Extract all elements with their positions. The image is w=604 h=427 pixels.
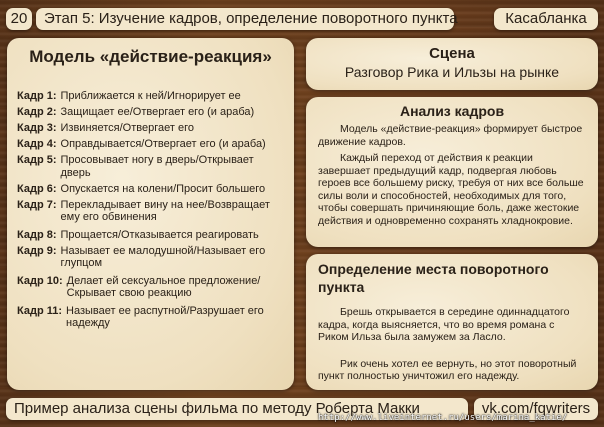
frame-label: Кадр 3:	[17, 122, 57, 134]
frame-row	[17, 183, 284, 196]
scene-card	[306, 38, 598, 90]
frame-row	[17, 138, 284, 151]
frame-row	[17, 106, 284, 119]
frame-row	[17, 245, 284, 270]
frame-text: Оправдывается/Отвергает его (и араба)	[60, 138, 266, 150]
frame-row	[17, 305, 284, 330]
frame-label: Кадр 4:	[17, 138, 57, 150]
footer-link[interactable]: vk.com/fqwriters	[474, 398, 598, 420]
watermark: http://www.liveinternet.ru/users/marina_katie/	[318, 413, 568, 423]
frame-label: Кадр 8:	[17, 228, 57, 241]
frame-text: Опускается на колени/Просит большего	[60, 182, 266, 195]
frame-label: Кадр 11:	[17, 304, 63, 317]
turning-point-paragraph: Брешь открывается в середине одиннадцатого кадра, когда выясняется, что во время романа с Риком Ильза была замужем за Ласло.	[318, 306, 570, 343]
frame-row	[17, 229, 284, 242]
frame-label: Кадр 10:	[17, 274, 63, 287]
frame-text: Приближается к ней/Игнорирует ее	[60, 90, 241, 102]
frame-text: Называет ее распутной/Разрушает его надежду	[66, 304, 264, 329]
analysis-paragraph: Каждый переход от действия к реакции завершает предыдущий кадр, подвергая любовь героев все большему риску, требуя от них все больше силы воли и способностей, необходимых для того, чтобы совершать причиняющие боль, даже жестокие действия и одновременно сохранять хладнокровие.	[318, 152, 584, 227]
frame-row	[17, 199, 284, 224]
film-title-label: Касабланка	[494, 8, 598, 30]
frame-label: Кадр 9:	[17, 244, 57, 257]
turning-point-title: Определение места поворотного пункта	[318, 261, 549, 295]
frame-text: Защищает ее/Отвергает его (и араба)	[60, 106, 255, 118]
frame-text: Называет ее малодушной/Называет его глупцом	[60, 244, 266, 269]
footer-caption: Пример анализа сцены фильма по методу Роберта Макки	[6, 398, 468, 420]
frame-row	[17, 275, 284, 300]
frame-list	[17, 90, 284, 330]
frame-label: Кадр 7:	[17, 198, 57, 211]
stage-number-badge: 20	[6, 8, 32, 30]
analysis-title: Анализ кадров	[399, 103, 505, 119]
frame-row	[17, 122, 284, 135]
frame-analysis-card	[306, 97, 598, 247]
model-title: Модель «действие-реакция»	[29, 47, 272, 66]
analysis-paragraph: Модель «действие-реакция» формирует быстрое движение кадров.	[318, 123, 583, 148]
frame-text: Перекладывает вину на нее/Возвращает ему его обвинения	[60, 198, 270, 223]
header-title: Этап 5: Изучение кадров, определение поворотного пункта	[36, 8, 454, 30]
frame-text: Прощается/Отказывается реагировать	[60, 228, 259, 241]
frame-row	[17, 90, 284, 103]
frame-text: Просовывает ногу в дверь/Открывает дверь	[60, 154, 254, 179]
frame-text: Делает ей сексуальное предложение/Скрывает свою реакцию	[66, 274, 261, 299]
frame-text: Извиняется/Отвергает его	[60, 122, 194, 134]
scene-subtitle: Разговор Рика и Ильзы на рынке	[344, 64, 560, 80]
frame-label: Кадр 5:	[17, 154, 57, 166]
frame-label: Кадр 1:	[17, 90, 57, 102]
frame-row	[17, 154, 284, 179]
turning-point-card	[306, 254, 598, 390]
scene-title: Сцена	[429, 45, 475, 62]
turning-point-paragraph: Рик очень хотел ее вернуть, но этот поворотный пункт полностью уничтожил его надежду.	[318, 357, 577, 382]
action-reaction-model-card	[7, 38, 294, 390]
frame-label: Кадр 2:	[17, 106, 57, 118]
frame-label: Кадр 6:	[17, 182, 57, 195]
